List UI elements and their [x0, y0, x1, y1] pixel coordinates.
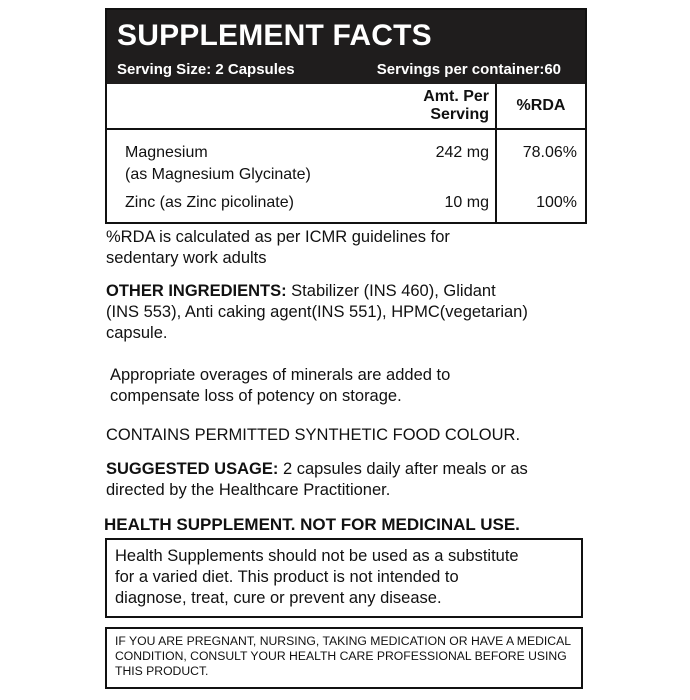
nutrient-name: Zinc (as Zinc picolinate): [125, 194, 294, 211]
nutrient-rda: 78.06%: [522, 144, 577, 161]
suggested-usage-text: directed by the Healthcare Practitioner.: [106, 481, 391, 499]
table-row: [107, 186, 585, 222]
serving-row: [117, 61, 575, 78]
servings-per-container: Servings per container:60: [376, 61, 561, 78]
disclaimer-line: Health Supplements should not be used as a substitute: [115, 547, 519, 565]
overages-line: compensate loss of potency on storage.: [110, 387, 402, 405]
other-ingredients-label: OTHER INGREDIENTS:: [106, 282, 287, 300]
other-ingredients: [106, 281, 528, 344]
other-ingredients-text: Stabilizer (INS 460), Glidant: [286, 282, 496, 300]
rda-note-line: %RDA is calculated as per ICMR guidelines for: [106, 228, 450, 246]
disclaimer-line: for a varied diet. This product is not intended to: [115, 568, 459, 586]
other-ingredients-text: capsule.: [106, 324, 168, 342]
facts-table: [107, 84, 585, 222]
rda-column-header: %RDA: [496, 84, 585, 129]
nutrient-rda: 100%: [536, 194, 577, 211]
warning-box: [105, 627, 583, 689]
health-heading: HEALTH SUPPLEMENT. NOT FOR MEDICINAL USE.: [104, 515, 520, 534]
nutrient-amount: 242 mg: [394, 129, 496, 186]
overages-note: [110, 365, 450, 407]
warning-line: IF YOU ARE PREGNANT, NURSING, TAKING MEDICATION OR HAVE A MEDICAL: [115, 634, 571, 648]
facts-table-header: [107, 84, 585, 129]
disclaimer-line: diagnose, treat, cure or prevent any disease.: [115, 589, 442, 607]
disclaimer-box: [105, 538, 583, 618]
other-ingredients-text: (INS 553), Anti caking agent(INS 551), HPMC(vegetarian): [106, 303, 528, 321]
facts-title: SUPPLEMENT FACTS: [117, 19, 432, 52]
rda-note-line: sedentary work adults: [106, 249, 267, 267]
rda-note: [106, 227, 450, 269]
table-row: [107, 129, 585, 186]
colour-notice: CONTAINS PERMITTED SYNTHETIC FOOD COLOUR.: [106, 426, 521, 444]
amount-column-header: Amt. Per Serving: [394, 84, 496, 129]
suggested-usage-label: SUGGESTED USAGE:: [106, 460, 279, 478]
serving-size: Serving Size: 2 Capsules: [117, 61, 295, 78]
overages-line: Appropriate overages of minerals are added to: [110, 366, 451, 384]
nutrient-name-sub: (as Magnesium Glycinate): [125, 166, 311, 183]
suggested-usage-text: 2 capsules daily after meals or as: [278, 460, 528, 478]
suggested-usage: [106, 459, 528, 501]
nutrient-name-main: Magnesium: [125, 144, 208, 161]
nutrient-amount: 10 mg: [394, 186, 496, 222]
warning-line: THIS PRODUCT.: [115, 664, 209, 678]
supplement-facts-panel: [105, 8, 587, 224]
facts-header: [107, 10, 585, 84]
nutrient-name: [107, 129, 394, 186]
facts-blank-header: [107, 84, 394, 129]
warning-line: CONDITION, CONSULT YOUR HEALTH CARE PROFESSIONAL BEFORE USING: [115, 649, 567, 663]
